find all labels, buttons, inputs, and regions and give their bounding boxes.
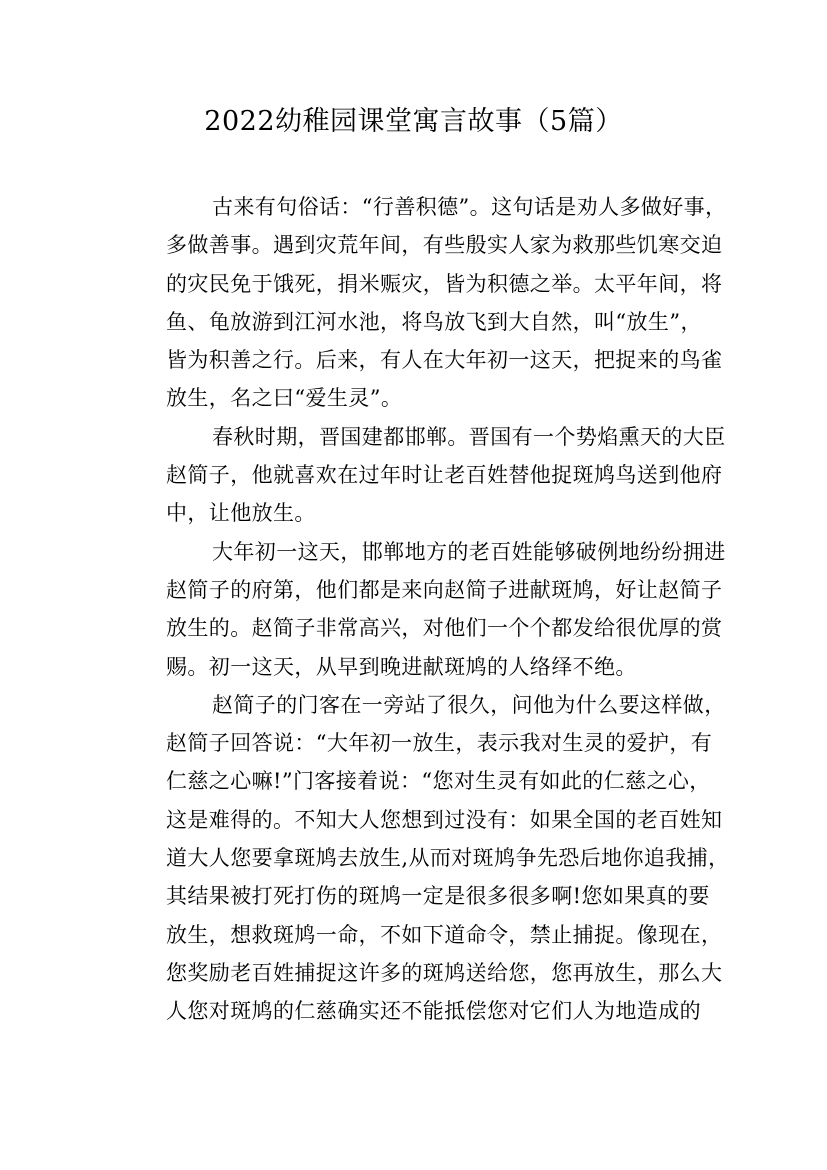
text-line: 仁慈之心嘛!”门客接着说：“您对生灵有如此的仁慈之心，: [166, 769, 711, 794]
text-line: 人您对斑鸠的仁慈确实还不能抵偿您对它们人为地造成的: [166, 999, 701, 1024]
text-line: 赵简子，他就喜欢在过年时让老百姓替他捉斑鸠鸟送到他府: [166, 463, 723, 488]
text-line: 赐。初一这天，从早到晚进献斑鸠的人络绎不绝。: [166, 654, 637, 679]
text-line: 鱼、龟放游到江河水池，将鸟放飞到大自然，叫“放生”，: [166, 309, 702, 334]
document-title: 2022幼稚园课堂寓言故事（5篇）: [204, 106, 623, 137]
text-line: 放生，名之曰“爱生灵”。: [166, 386, 403, 411]
paragraph-1: [124, 188, 727, 418]
text-line: 赵简子的府第，他们都是来向赵简子进献斑鸠，好让赵简子: [166, 577, 723, 602]
text-line: 这是难得的。不知大人您想到过没有：如果全国的老百姓知: [166, 807, 723, 832]
text-line: 您奖励老百姓捕捉这许多的斑鸠送给您，您再放生，那么大: [166, 960, 723, 985]
text-line: 赵简子的门客在一旁站了很久，问他为什么要这样做，: [212, 692, 726, 717]
text-line: 的灾民免于饿死，捐米赈灾，皆为积德之举。太平年间，将: [166, 271, 723, 296]
text-line: 赵简子回答说：“大年初一放生，表示我对生灵的爱护，有: [166, 731, 713, 756]
text-line: 古来有句俗话：“行善积德”。这句话是劝人多做好事，: [212, 195, 727, 219]
text-line: 大年初一这天，邯郸地方的老百姓能够破例地纷纷拥进: [212, 539, 726, 564]
text-line: 中，让他放生。: [166, 501, 316, 526]
text-line: 放生的。赵简子非常高兴，对他们一个个都发给很优厚的赏: [166, 616, 723, 641]
text-line: 放生，想救斑鸠一命，不如下道命令，禁止捕捉。像现在，: [166, 922, 723, 947]
text-line: 道大人您要拿斑鸠去放生,从而对斑鸠争先恐后地你追我捕，: [166, 846, 730, 871]
paragraph-4: [124, 686, 730, 1031]
paragraph-3: [124, 533, 726, 686]
text-line: 皆为积善之行。后来，有人在大年初一这天，把捉来的鸟雀: [166, 348, 723, 373]
text-line: 春秋时期，晋国建都邯郸。晋国有一个势焰熏天的大臣: [212, 424, 726, 449]
paragraph-2: [124, 418, 726, 533]
text-line: 多做善事。遇到灾荒年间，有些殷实人家为救那些饥寒交迫: [166, 233, 723, 258]
document-body: [124, 188, 730, 1031]
text-line: 其结果被打死打伤的斑鸠一定是很多很多啊!您如果真的要: [166, 884, 710, 909]
